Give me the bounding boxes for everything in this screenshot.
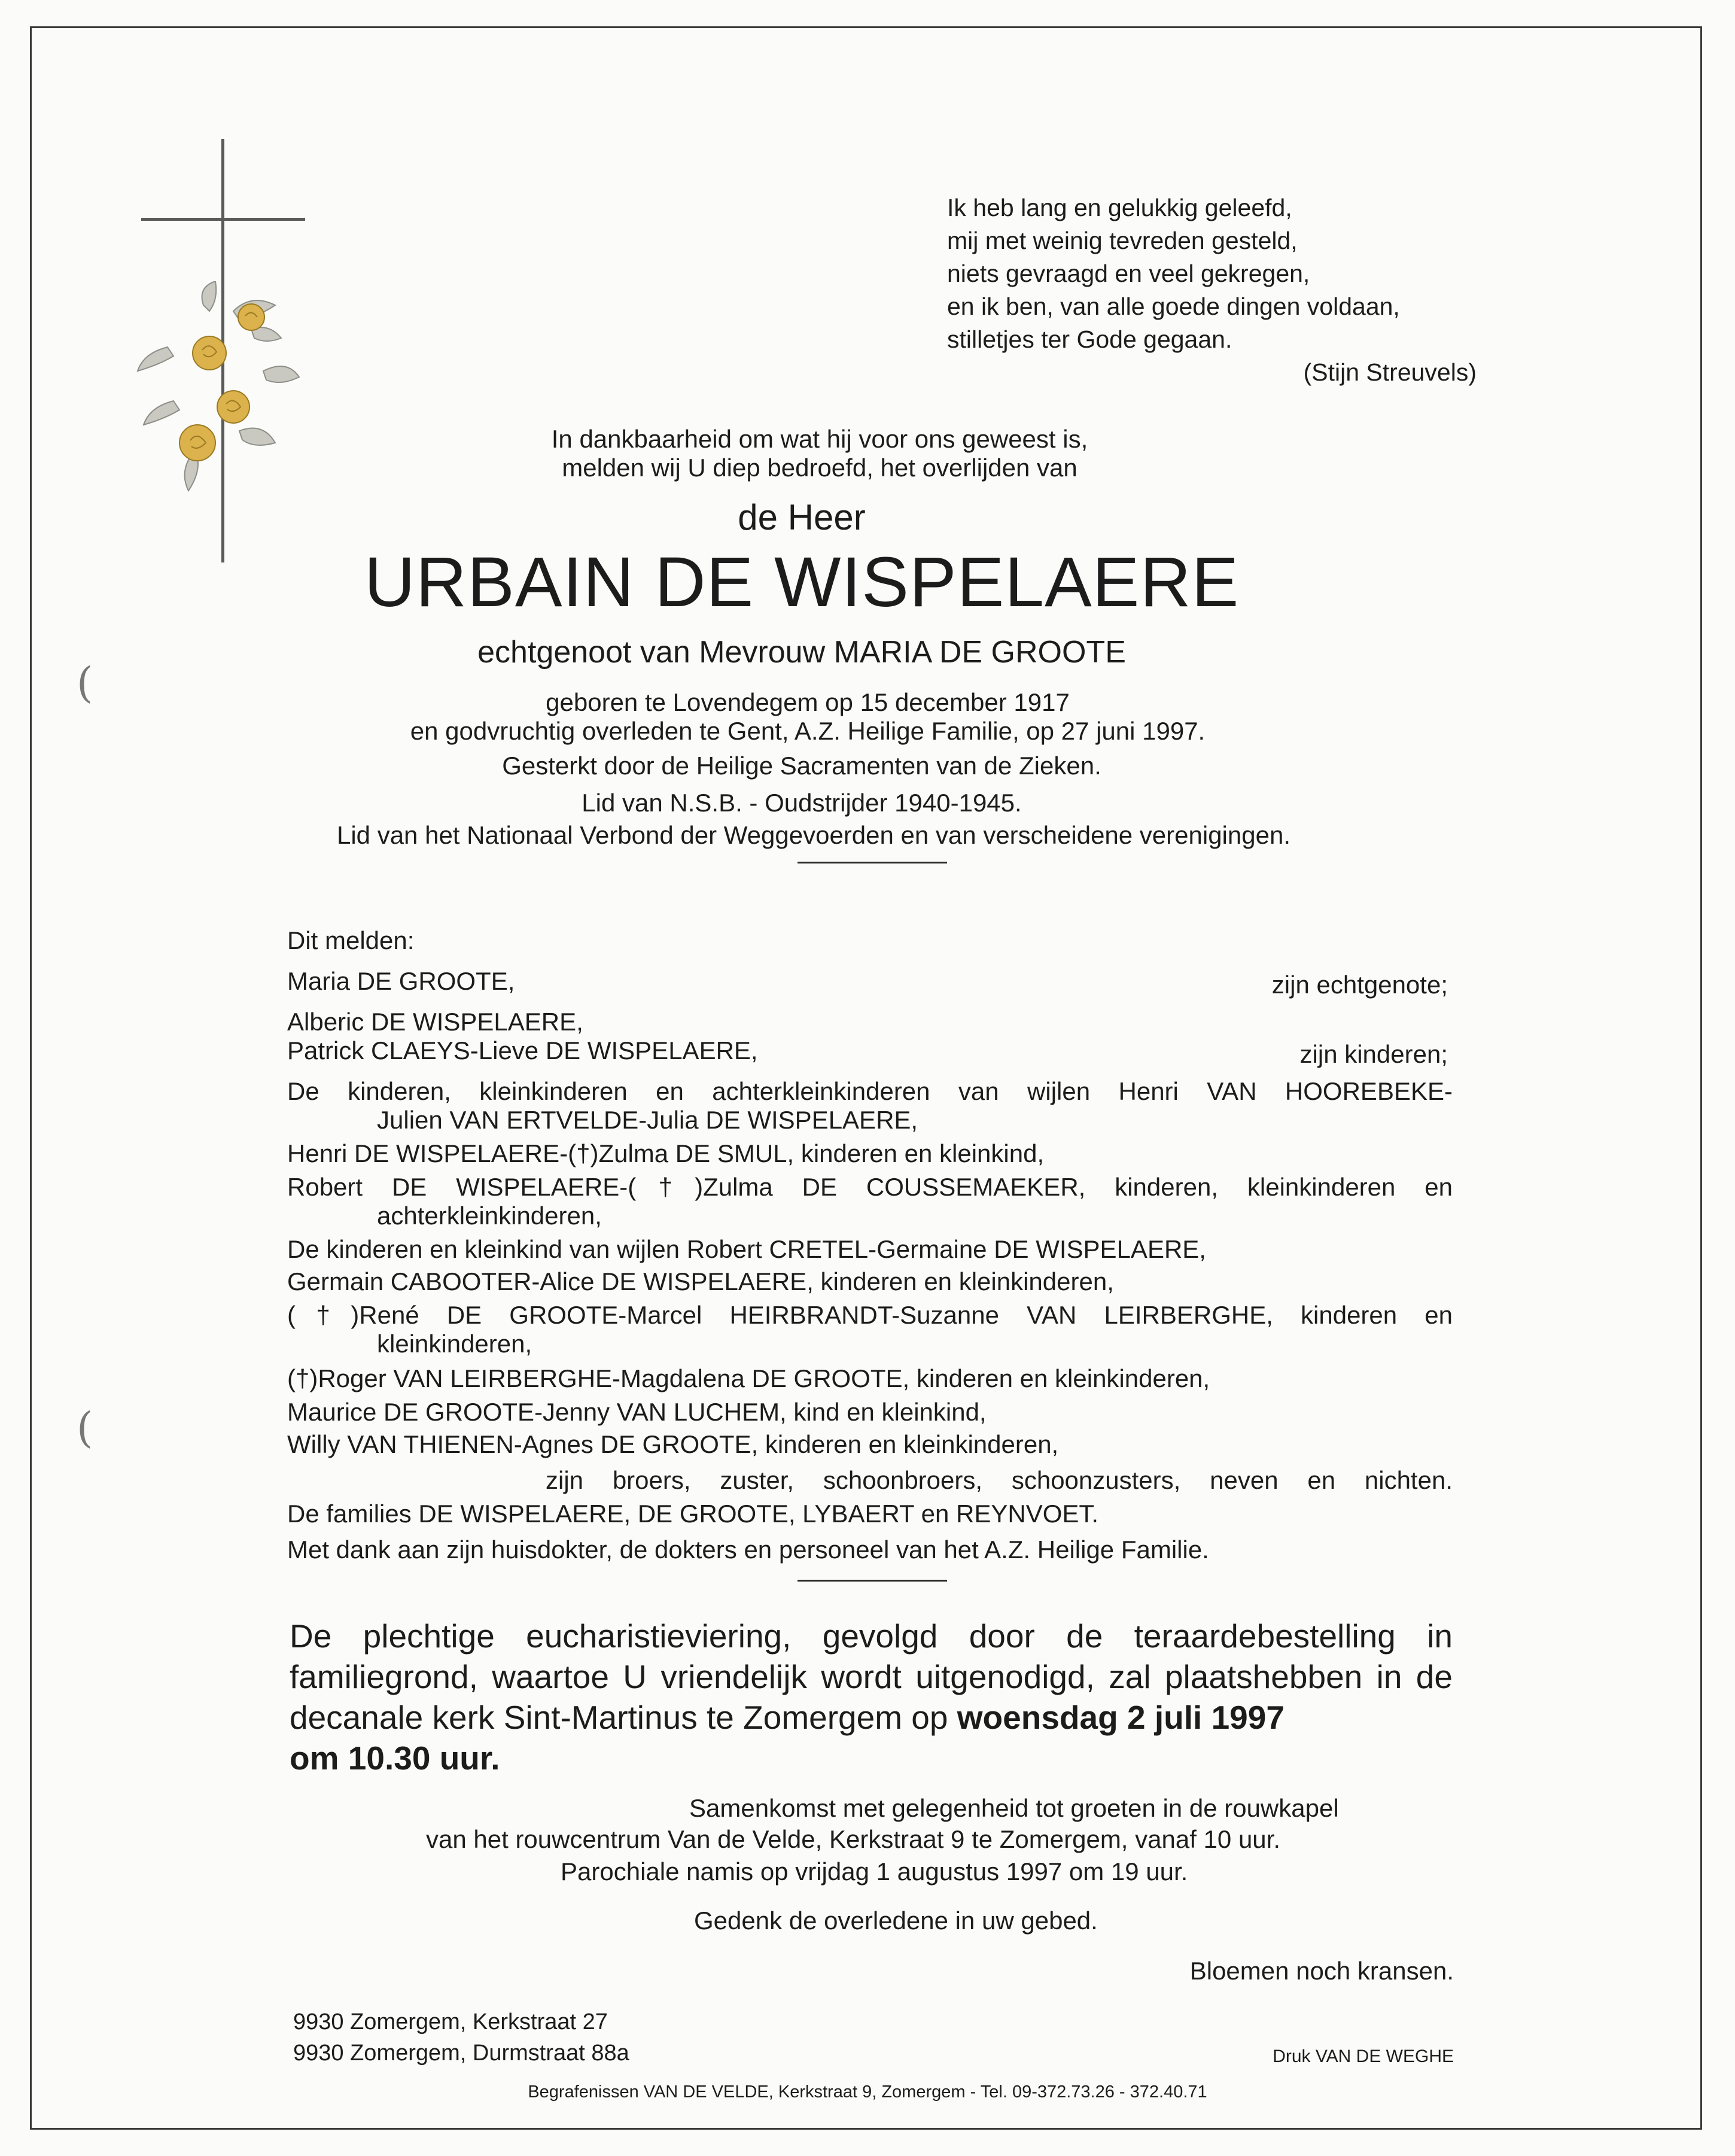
family-line: achterkleinkinderen, xyxy=(377,1202,602,1230)
family-line: Henri DE WISPELAERE-(†)Zulma DE SMUL, kinderen en kleinkind, xyxy=(287,1139,1045,1167)
punch-mark-icon: ( xyxy=(77,658,93,707)
printer-credit: Druk VAN DE WEGHE xyxy=(1273,2046,1454,2066)
flowers-line: Bloemen noch kransen. xyxy=(1189,1957,1454,1985)
spouse-line: echtgenoot van Mevrouw MARIA DE GROOTE xyxy=(477,635,1126,670)
family-child-2: Patrick CLAEYS-Lieve DE WISPELAERE, xyxy=(287,1036,758,1065)
family-line: Willy VAN THIENEN-Agnes DE GROOTE, kinderen en kleinkinderen, xyxy=(287,1430,1059,1458)
nsb-line: Lid van N.S.B. - Oudstrijder 1940-1945. xyxy=(582,789,1022,817)
poem-line: niets gevraagd en veel gekregen, xyxy=(947,260,1310,287)
gathering-line-2: van het rouwcentrum Van de Velde, Kerkstraat 9 te Zomergem, vanaf 10 uur. xyxy=(426,1825,1280,1853)
namis-line: Parochiale namis op vrijdag 1 augustus 1997 om 19 uur. xyxy=(561,1857,1188,1886)
family-spouse-role: zijn echtgenote; xyxy=(1271,971,1448,999)
poem xyxy=(947,191,1477,389)
mass-text: De plechtige eucharistieviering, gevolgd door de teraardebestelling in familiegrond, waartoe U vriendelijk wordt uitgenodigd, zal plaatshebben in de decanale kerk Sint-Martinus te Zomergem op xyxy=(290,1617,1453,1736)
death-line: en godvruchtig overleden te Gent, A.Z. Heilige Familie, op 27 juni 1997. xyxy=(410,717,1206,745)
deceased-name: URBAIN DE WISPELAERE xyxy=(364,543,1240,622)
family-line: De families DE WISPELAERE, DE GROOTE, LYBAERT en REYNVOET. xyxy=(287,1500,1099,1528)
mass-date: woensdag 2 juli 1997 xyxy=(957,1699,1284,1736)
honorific: de Heer xyxy=(738,497,866,537)
family-line: (†)René DE GROOTE-Marcel HEIRBRANDT-Suzanne VAN LEIRBERGHE, kinderen en xyxy=(287,1301,1453,1329)
poem-line: stilletjes ter Gode gegaan. xyxy=(947,326,1232,353)
funeral-home-footer: Begrafenissen VAN DE VELDE, Kerkstraat 9, Zomergem - Tel. 09-372.73.26 - 372.40.71 xyxy=(528,2082,1207,2102)
family-line: kleinkinderen, xyxy=(377,1330,532,1358)
sacraments-line: Gesterkt door de Heilige Sacramenten van de Zieken. xyxy=(502,752,1101,780)
family-line: zijn broers, zuster, schoonbroers, schoonzusters, neven en nichten. xyxy=(546,1466,1453,1494)
family-line: Germain CABOOTER-Alice DE WISPELAERE, kinderen en kleinkinderen, xyxy=(287,1267,1114,1296)
family-line: Met dank aan zijn huisdokter, de dokters en personeel van het A.Z. Heilige Familie. xyxy=(287,1535,1209,1564)
intro-line-2: melden wij U diep bedroefd, het overlijden van xyxy=(562,454,1077,482)
gedenk-line: Gedenk de overledene in uw gebed. xyxy=(694,1906,1098,1935)
family-heading: Dit melden: xyxy=(287,926,415,954)
address-1: 9930 Zomergem, Kerkstraat 27 xyxy=(293,2009,608,2035)
address-2: 9930 Zomergem, Durmstraat 88a xyxy=(293,2041,629,2066)
family-line: De kinderen en kleinkind van wijlen Robert CRETEL-Germaine DE WISPELAERE, xyxy=(287,1235,1206,1263)
family-line: Robert DE WISPELAERE-(†)Zulma DE COUSSEMAEKER, kinderen, kleinkinderen en xyxy=(287,1173,1453,1201)
family-line: De kinderen, kleinkinderen en achterkleinkinderen van wijlen Henri VAN HOOREBEKE- xyxy=(287,1077,1453,1105)
intro-line-1: In dankbaarheid om wat hij voor ons geweest is, xyxy=(551,425,1088,453)
cross-horizontal xyxy=(141,218,305,221)
verbond-line: Lid van het Nationaal Verbond der Weggevoerden en van verscheidene verenigingen. xyxy=(336,821,1290,849)
family-line: (†)Roger VAN LEIRBERGHE-Magdalena DE GROOTE, kinderen en kleinkinderen, xyxy=(287,1364,1210,1392)
punch-mark-icon: ( xyxy=(77,1403,93,1452)
poem-line: mij met weinig tevreden gesteld, xyxy=(947,227,1298,254)
family-line: Julien VAN ERTVELDE-Julia DE WISPELAERE, xyxy=(377,1106,918,1134)
family-spouse: Maria DE GROOTE, xyxy=(287,967,515,995)
birth-line: geboren te Lovendegem op 15 december 1917 xyxy=(546,688,1070,716)
family-children-role: zijn kinderen; xyxy=(1299,1040,1448,1068)
gathering-line-1: Samenkomst met gelegenheid tot groeten in de rouwkapel xyxy=(689,1794,1339,1822)
mass-announcement xyxy=(290,1616,1453,1778)
divider-1 xyxy=(798,862,947,863)
poem-line: en ik ben, van alle goede dingen voldaan, xyxy=(947,293,1400,320)
mass-time: om 10.30 uur. xyxy=(290,1740,500,1777)
divider-2 xyxy=(798,1580,947,1582)
poem-author: (Stijn Streuvels) xyxy=(1303,358,1477,386)
family-line: Maurice DE GROOTE-Jenny VAN LUCHEM, kind en kleinkind, xyxy=(287,1398,987,1426)
family-child-1: Alberic DE WISPELAERE, xyxy=(287,1008,583,1036)
poem-line: Ik heb lang en gelukkig geleefd, xyxy=(947,194,1292,221)
